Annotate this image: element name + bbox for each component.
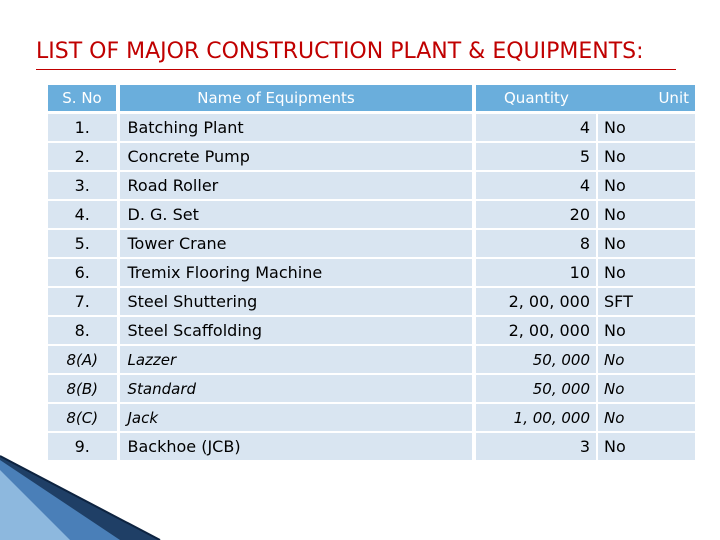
header-unit: Unit bbox=[597, 85, 695, 113]
table-row bbox=[48, 200, 695, 229]
name-cell: D. G. Set bbox=[118, 200, 474, 229]
header-sno: S. No bbox=[48, 85, 118, 113]
sno-cell: 8. bbox=[48, 316, 118, 345]
name-cell: Concrete Pump bbox=[118, 142, 474, 171]
name-cell: Backhoe (JCB) bbox=[118, 432, 474, 461]
name-cell: Batching Plant bbox=[118, 113, 474, 143]
sno-cell: 5. bbox=[48, 229, 118, 258]
quantity-cell: 50, 000 bbox=[474, 374, 597, 403]
quantity-cell: 2, 00, 000 bbox=[474, 287, 597, 316]
unit-cell: No bbox=[597, 316, 695, 345]
quantity-cell: 4 bbox=[474, 171, 597, 200]
unit-cell: No bbox=[597, 200, 695, 229]
quantity-cell: 10 bbox=[474, 258, 597, 287]
quantity-cell: 4 bbox=[474, 113, 597, 143]
sno-cell: 9. bbox=[48, 432, 118, 461]
unit-cell: No bbox=[597, 229, 695, 258]
quantity-cell: 20 bbox=[474, 200, 597, 229]
unit-cell: No bbox=[597, 142, 695, 171]
sno-cell: 4. bbox=[48, 200, 118, 229]
unit-cell: SFT bbox=[597, 287, 695, 316]
name-cell: Tower Crane bbox=[118, 229, 474, 258]
sno-cell: 8(C) bbox=[48, 403, 118, 432]
equipment-table bbox=[48, 85, 695, 462]
header-name: Name of Equipments bbox=[118, 85, 474, 113]
name-cell: Tremix Flooring Machine bbox=[118, 258, 474, 287]
quantity-cell: 5 bbox=[474, 142, 597, 171]
unit-cell: No bbox=[597, 345, 695, 374]
quantity-cell: 1, 00, 000 bbox=[474, 403, 597, 432]
table-row bbox=[48, 229, 695, 258]
unit-cell: No bbox=[597, 113, 695, 143]
unit-cell: No bbox=[597, 432, 695, 461]
sno-cell: 7. bbox=[48, 287, 118, 316]
unit-cell: No bbox=[597, 374, 695, 403]
table-row bbox=[48, 316, 695, 345]
table-row bbox=[48, 287, 695, 316]
unit-cell: No bbox=[597, 403, 695, 432]
name-cell: Standard bbox=[118, 374, 474, 403]
quantity-cell: 3 bbox=[474, 432, 597, 461]
name-cell: Steel Scaffolding bbox=[118, 316, 474, 345]
header-quantity: Quantity bbox=[474, 85, 597, 113]
table-row bbox=[48, 258, 695, 287]
table-row bbox=[48, 113, 695, 143]
table-header-row bbox=[48, 85, 695, 113]
quantity-cell: 8 bbox=[474, 229, 597, 258]
sno-cell: 1. bbox=[48, 113, 118, 143]
name-cell: Lazzer bbox=[118, 345, 474, 374]
unit-cell: No bbox=[597, 258, 695, 287]
table-row bbox=[48, 403, 695, 432]
table-row bbox=[48, 171, 695, 200]
name-cell: Steel Shuttering bbox=[118, 287, 474, 316]
sno-cell: 6. bbox=[48, 258, 118, 287]
sno-cell: 8(B) bbox=[48, 374, 118, 403]
unit-cell: No bbox=[597, 171, 695, 200]
decorative-swoosh bbox=[0, 440, 720, 540]
quantity-cell: 2, 00, 000 bbox=[474, 316, 597, 345]
table-row bbox=[48, 142, 695, 171]
sno-cell: 2. bbox=[48, 142, 118, 171]
title-underline bbox=[36, 69, 676, 70]
page-title: LIST OF MAJOR CONSTRUCTION PLANT & EQUIPMENTS: bbox=[36, 39, 644, 64]
name-cell: Road Roller bbox=[118, 171, 474, 200]
quantity-cell: 50, 000 bbox=[474, 345, 597, 374]
name-cell: Jack bbox=[118, 403, 474, 432]
sno-cell: 3. bbox=[48, 171, 118, 200]
table-row bbox=[48, 345, 695, 374]
table-row bbox=[48, 374, 695, 403]
sno-cell: 8(A) bbox=[48, 345, 118, 374]
